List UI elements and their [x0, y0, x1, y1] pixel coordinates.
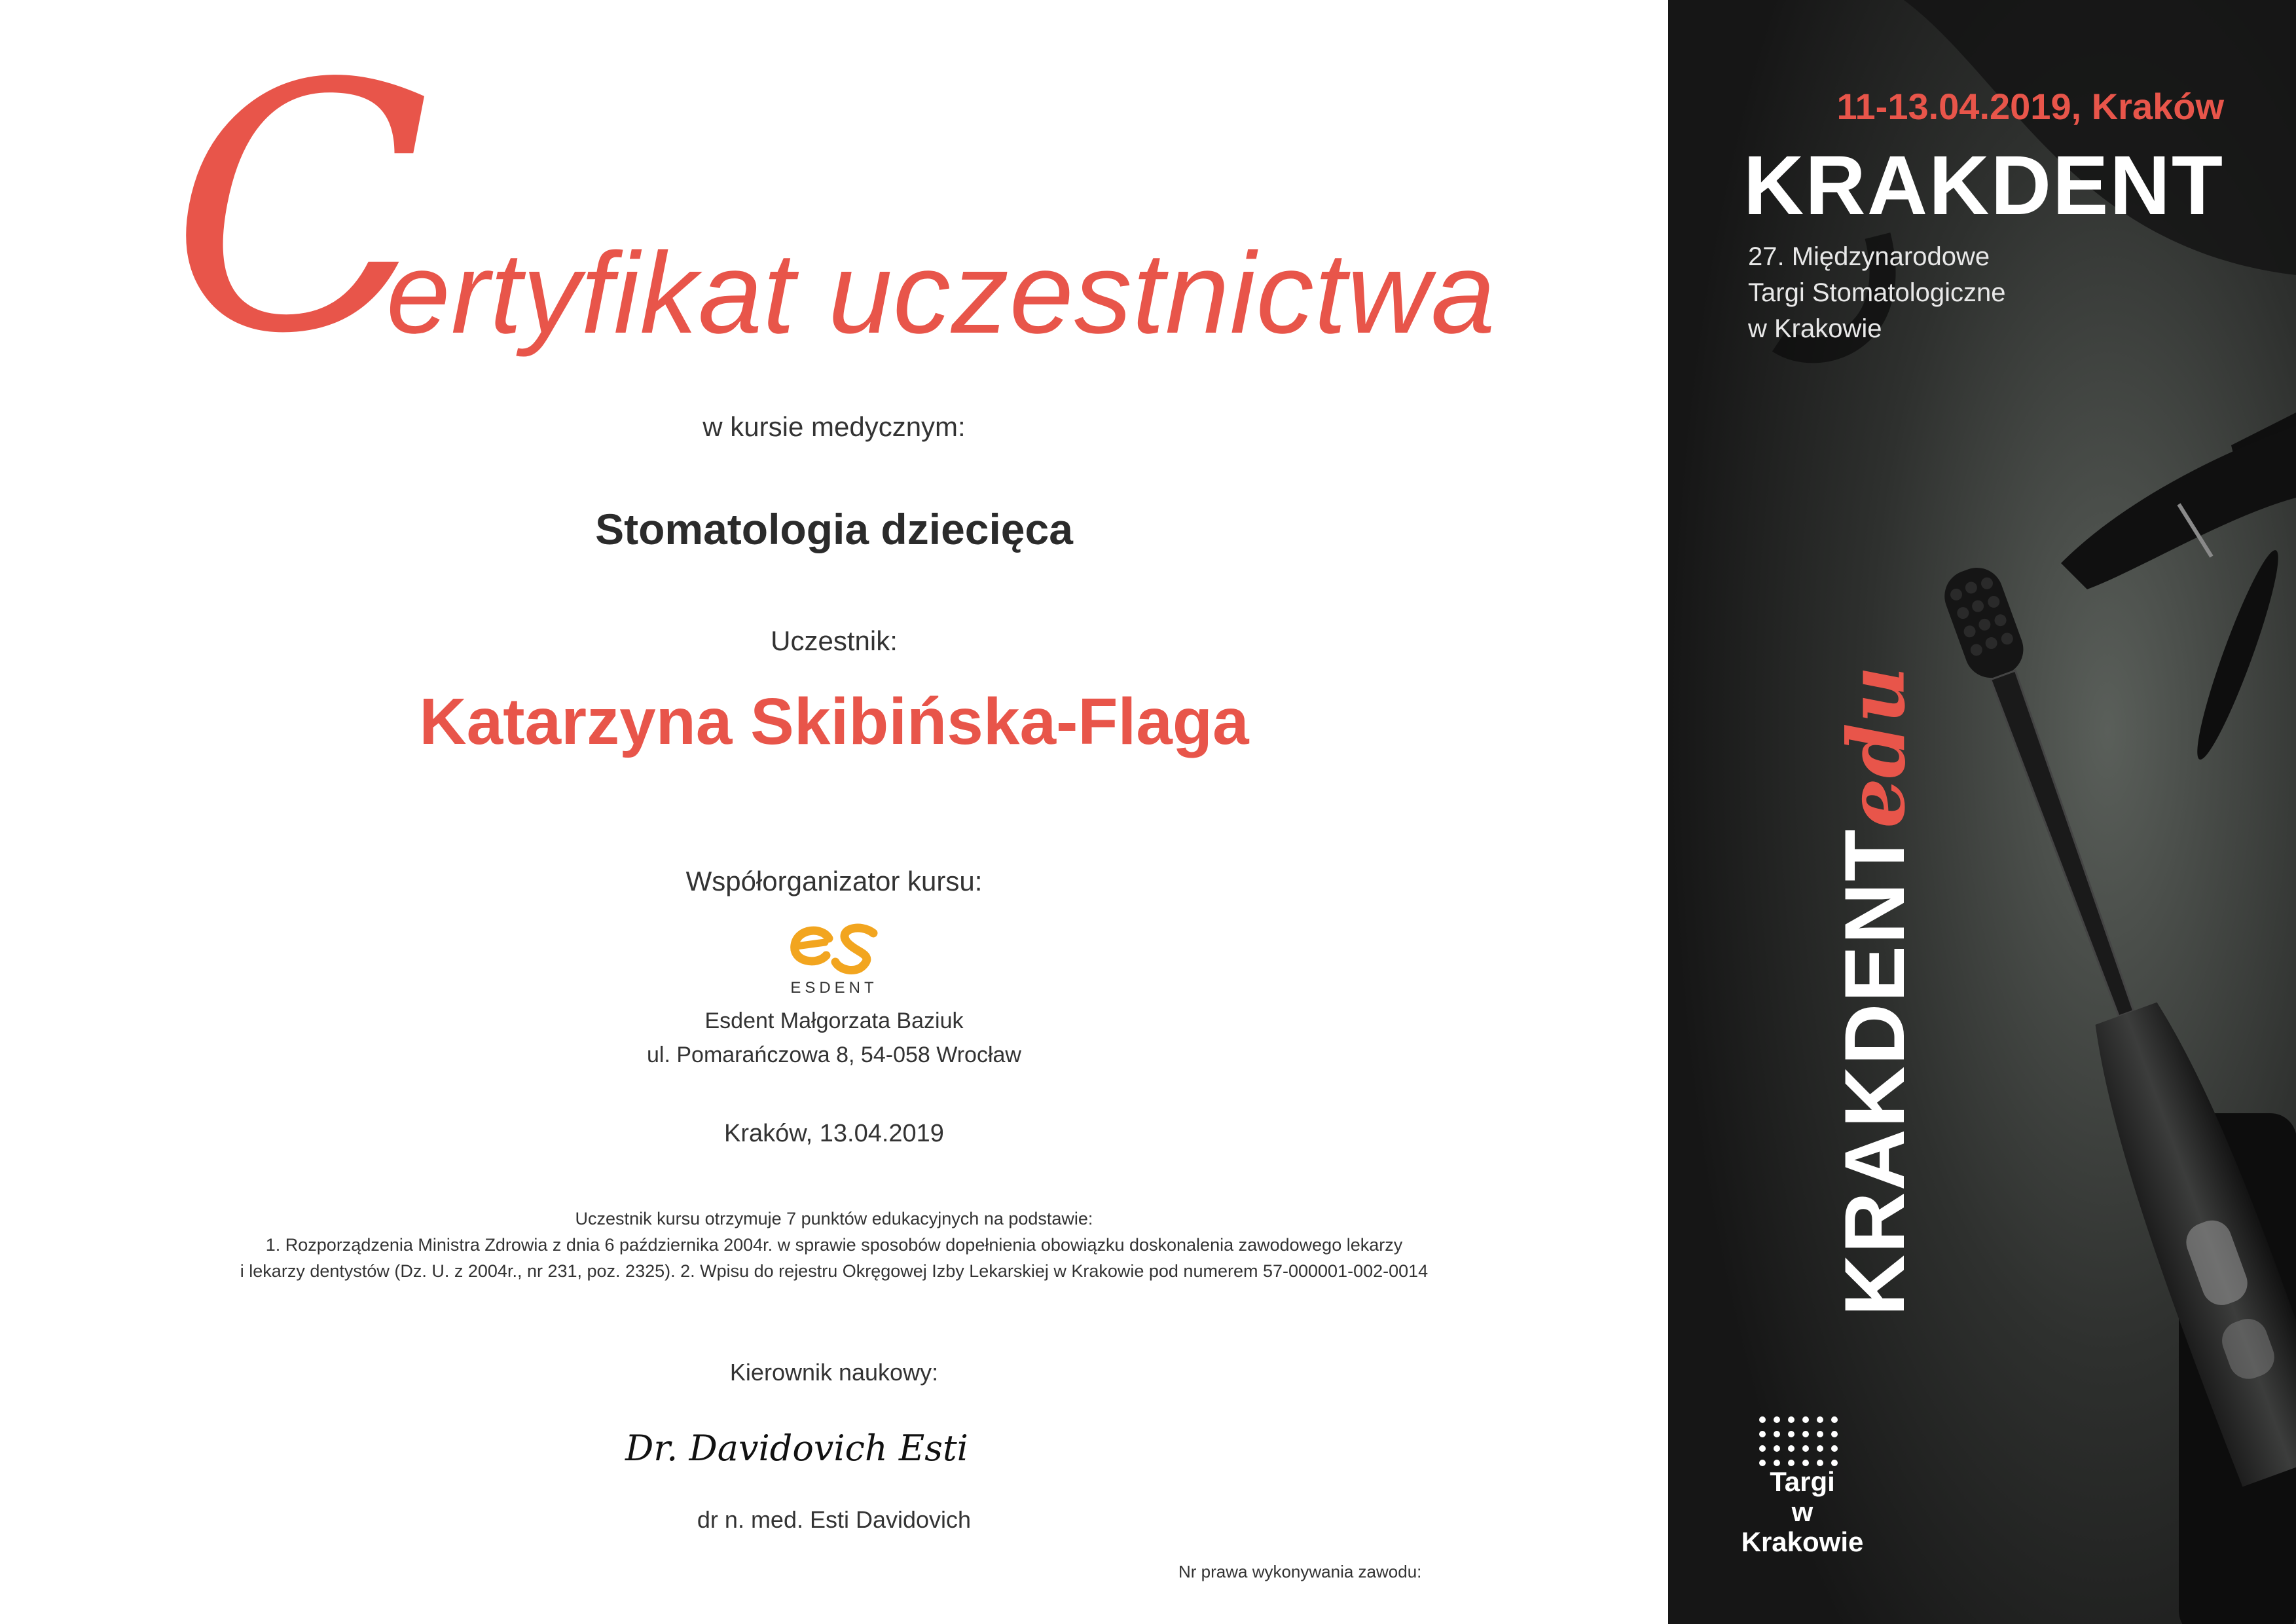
place-date: Kraków, 13.04.2019 — [724, 1120, 944, 1147]
certificate-title — [170, 11, 1611, 408]
subtitle-line-3: w Krakowie — [1748, 314, 1882, 343]
handwritten-signature — [625, 1421, 1057, 1480]
krakdent-logo-text: KRAKDENT — [1743, 139, 2224, 232]
coorganizer-name: Esdent Małgorzata Baziuk — [704, 1008, 964, 1033]
legal-line-1: Uczestnik kursu otrzymuje 7 punktów edukacyjnych na podstawie: — [575, 1209, 1093, 1228]
coorganizer-address: ul. Pomarańczowa 8, 54-058 Wrocław — [647, 1043, 1021, 1067]
supervisor-label: Kierownik naukowy: — [729, 1359, 939, 1386]
title-initial: C — [170, 11, 431, 408]
licence-number-label: Nr prawa wykonywania zawodu: — [1178, 1562, 1422, 1581]
organizer-line-2: w Krakowie — [1741, 1496, 1864, 1557]
vertical-brand-text: KRAKDENT — [1827, 828, 1922, 1316]
targi-w-krakowie-dots-icon — [1757, 1414, 1842, 1467]
event-date: 11-13.04.2019, Kraków — [1836, 86, 2224, 127]
course-name: Stomatologia dziecięca — [595, 505, 1073, 553]
legal-line-3: i lekarzy dentystów (Dz. U. z 2004r., nr 231, poz. 2325). 2. Wpisu do rejestru Okręgowej Izby Lekarskiej w Krakowie pod numerem 57-000001-002-0014 — [240, 1261, 1429, 1281]
signature-text: Dr. Davidovich Esti — [625, 1428, 968, 1469]
participant-name: Katarzyna Skibińska-Flaga — [419, 685, 1249, 758]
title-text: ertyfikat uczestnictwa — [386, 229, 1496, 358]
organizer-line-1: Targi — [1770, 1466, 1835, 1497]
esdent-logo-icon — [783, 913, 888, 979]
legal-line-2: 1. Rozporządzenia Ministra Zdrowia z dnia 6 października 2004r. w sprawie sposobów dopełnienia obowiązku doskonalenia zawodowego lekarzy — [265, 1235, 1403, 1255]
vertical-edu-text: edu — [1831, 666, 1923, 828]
supervisor-name: dr n. med. Esti Davidovich — [697, 1506, 972, 1533]
subtitle-line-1: 27. Międzynarodowe — [1748, 242, 1990, 271]
course-label: w kursie medycznym: — [702, 411, 966, 442]
krakdent-edu-vertical-logo — [1825, 666, 1923, 1316]
krakdent-side-panel — [1668, 0, 2296, 1624]
targi-w-krakowie-logo — [1740, 1467, 1865, 1557]
coorganizer-label: Współorganizator kursu: — [685, 866, 983, 896]
participant-label: Uczestnik: — [771, 625, 898, 656]
subtitle-line-2: Targi Stomatologiczne — [1748, 278, 2006, 307]
esdent-logo-word: ESDENT — [790, 979, 878, 997]
